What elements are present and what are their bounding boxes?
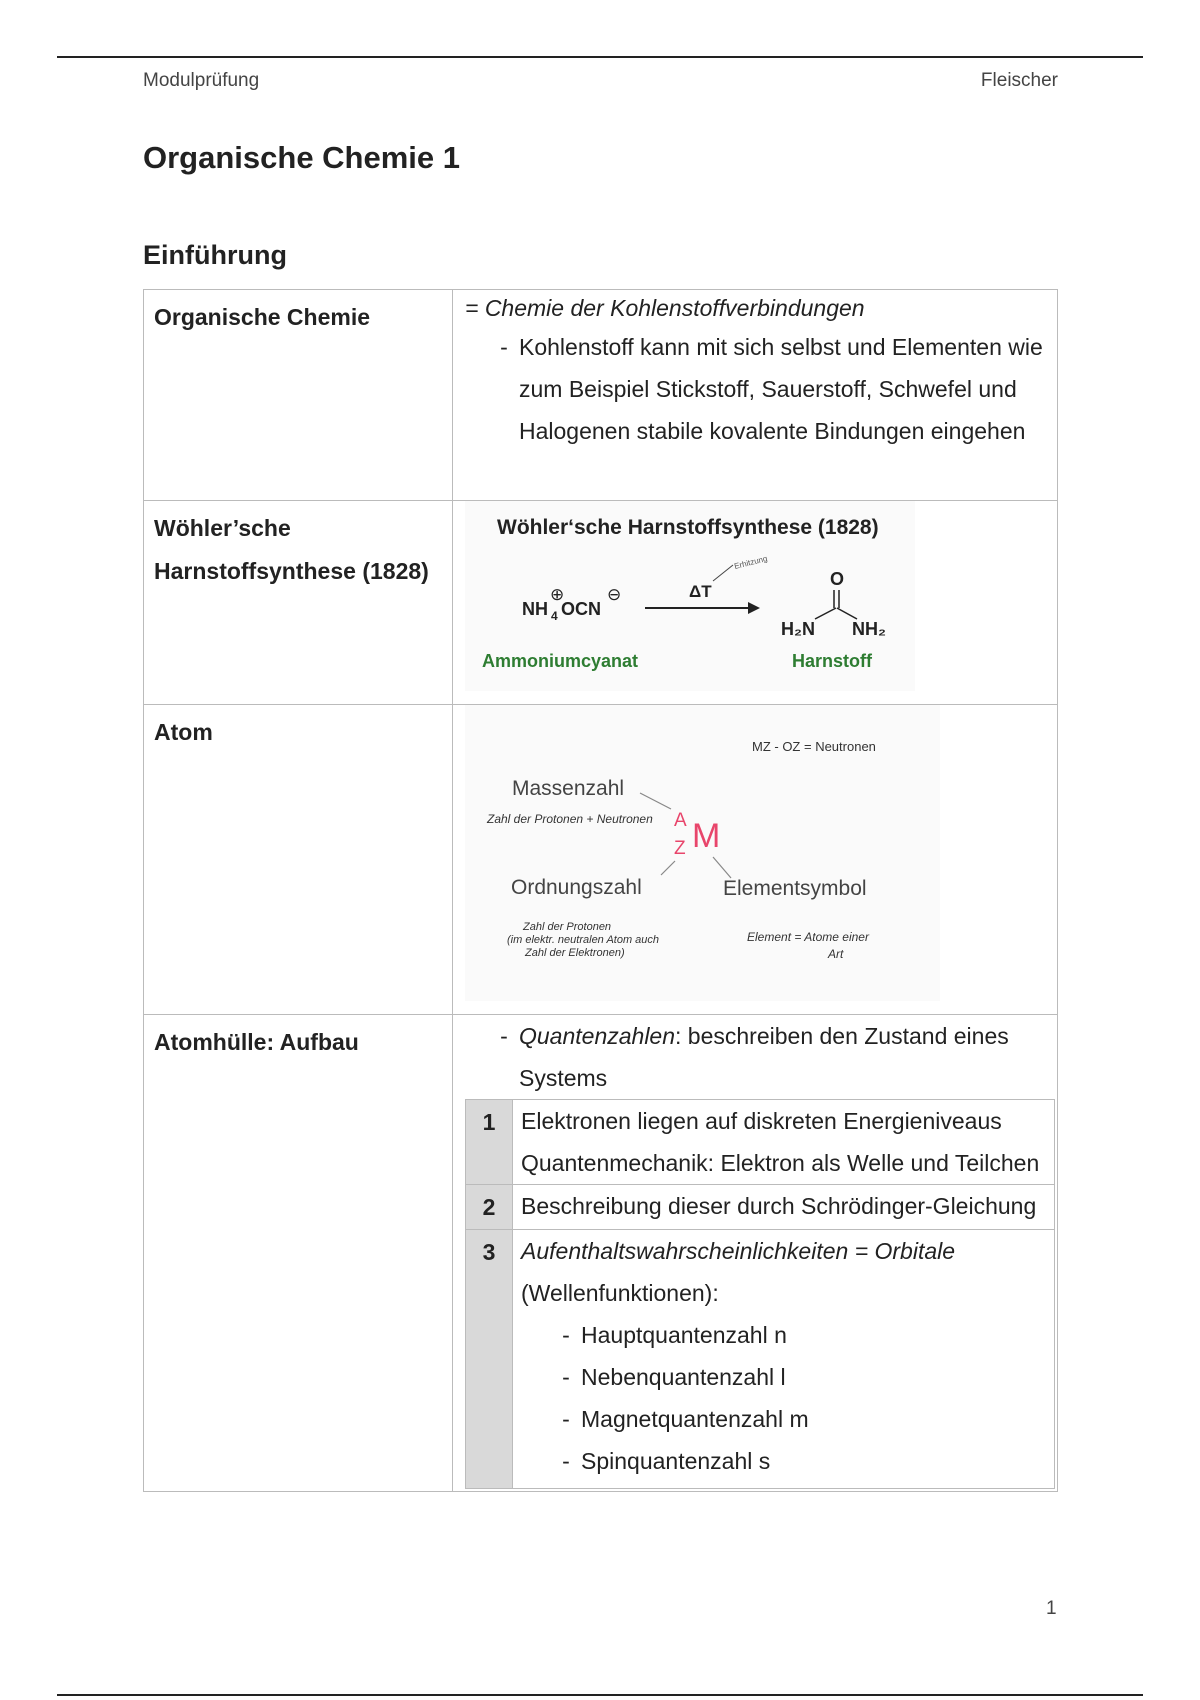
bullet-dash: - bbox=[562, 1322, 570, 1348]
label-organic: Organische Chemie bbox=[144, 290, 453, 501]
orbital-definition: Aufenthaltswahrscheinlichkeiten = Orbitale bbox=[521, 1238, 956, 1264]
order-note-3: Zahl der Elektronen) bbox=[525, 947, 625, 959]
symbol-note-1: Element = Atome einer bbox=[747, 930, 869, 944]
order-note-2: (im elektr. neutralen Atom auch bbox=[507, 934, 660, 946]
plus-charge: ⊕ bbox=[550, 585, 565, 604]
list-item: - Hauptquantenzahl n bbox=[521, 1314, 1046, 1356]
point-text bbox=[513, 1230, 1055, 1489]
content-table bbox=[143, 289, 1058, 1492]
organic-bullet: - Kohlenstoff kann mit sich selbst und Elementen wie zum Beispiel Stickstoff, Sauerstoff, Schwefel und Halogenen stabile kovalente Bindungen eingehen bbox=[489, 326, 1047, 452]
mass-number-sup: A bbox=[674, 810, 687, 831]
points-table bbox=[465, 1099, 1055, 1489]
product-name: Harnstoff bbox=[792, 651, 872, 671]
bottom-rule bbox=[57, 1694, 1143, 1696]
reactant-subscript: 4 bbox=[551, 609, 558, 623]
row-woehler bbox=[144, 501, 1058, 705]
point-text: Beschreibung dieser durch Schrödinger-Gleichung bbox=[513, 1185, 1055, 1230]
label-atom: Atom bbox=[144, 705, 453, 1015]
element-symbol: M bbox=[692, 817, 721, 855]
arrowhead bbox=[748, 602, 760, 614]
minus-charge: ⊖ bbox=[607, 585, 622, 604]
quantum-description: : beschreiben den Zustand eines Systems bbox=[519, 1023, 1009, 1091]
condition: ΔT bbox=[689, 582, 712, 601]
organic-definition: = Chemie der Kohlenstoffverbindungen bbox=[465, 295, 865, 321]
symbol-note-2: Art bbox=[828, 947, 844, 961]
quantum-number-list bbox=[521, 1314, 1046, 1482]
point-row bbox=[466, 1185, 1055, 1230]
bullet-dash: - bbox=[500, 334, 508, 360]
point-row bbox=[466, 1230, 1055, 1489]
bullet-dash: - bbox=[562, 1406, 570, 1432]
bullet-dash: - bbox=[500, 1023, 508, 1049]
row-atom bbox=[144, 705, 1058, 1015]
list-item: - Spinquantenzahl s bbox=[521, 1440, 1046, 1482]
content-atom bbox=[453, 705, 1058, 1015]
neutron-note: MZ - OZ = Neutronen bbox=[752, 739, 876, 754]
content-shell bbox=[453, 1015, 1058, 1492]
atom-notation-figure bbox=[465, 705, 940, 1001]
label-woehler: Wöhler’sche Harnstoffsynthese (1828) bbox=[144, 501, 453, 705]
shell-intro-bullet bbox=[489, 1015, 1047, 1099]
point-number: 2 bbox=[466, 1185, 513, 1230]
point-number: 1 bbox=[466, 1100, 513, 1185]
header-left: Modulprüfung bbox=[143, 70, 260, 91]
reactant-name: Ammoniumcyanat bbox=[482, 651, 639, 671]
reactant-nh: NH bbox=[522, 599, 548, 619]
page-title: Organische Chemie 1 bbox=[143, 140, 461, 175]
woehler-synthesis-figure bbox=[465, 501, 915, 691]
mass-line bbox=[640, 793, 671, 809]
header-right: Fleischer bbox=[980, 70, 1058, 91]
list-item: - Nebenquantenzahl l bbox=[521, 1356, 1046, 1398]
reactant-ocn: OCN bbox=[561, 599, 601, 619]
atomic-number-sub: Z bbox=[674, 838, 686, 859]
product-o: O bbox=[830, 569, 845, 589]
point-text: Elektronen liegen auf diskreten Energieniveaus Quantenmechanik: Elektron als Welle und Teilchen bbox=[513, 1100, 1055, 1185]
mass-note: Zahl der Protonen + Neutronen bbox=[487, 812, 653, 826]
label-shell: Atomhülle: Aufbau bbox=[144, 1015, 453, 1492]
top-rule bbox=[57, 56, 1143, 58]
row-organic bbox=[144, 290, 1058, 501]
product-h2n: H₂N bbox=[781, 619, 815, 639]
mass-label: Massenzahl bbox=[512, 777, 625, 800]
quantum-term: Quantenzahlen bbox=[519, 1023, 676, 1049]
order-note-1: Zahl der Protonen bbox=[523, 921, 612, 933]
product-nh2: NH₂ bbox=[852, 619, 886, 639]
condition-note: Erhitzung bbox=[733, 554, 769, 571]
bullet-dash: - bbox=[562, 1364, 570, 1390]
symbol-label: Elementsymbol bbox=[723, 877, 867, 900]
section-heading: Einführung bbox=[143, 240, 287, 270]
order-line bbox=[661, 861, 675, 875]
figure-title: Wöhler‘sche Harnstoffsynthese (1828) bbox=[497, 516, 879, 539]
symbol-line bbox=[713, 857, 731, 878]
bond-left bbox=[815, 608, 836, 619]
point-number: 3 bbox=[466, 1230, 513, 1489]
point-row bbox=[466, 1100, 1055, 1185]
bond-right bbox=[837, 608, 857, 619]
bullet-dash: - bbox=[562, 1448, 570, 1474]
wavefunction-note: (Wellenfunktionen): bbox=[521, 1280, 719, 1306]
content-organic bbox=[453, 290, 1058, 501]
condition-callout bbox=[713, 565, 733, 581]
page-number: 1 bbox=[1046, 1598, 1057, 1619]
row-shell bbox=[144, 1015, 1058, 1492]
content-woehler bbox=[453, 501, 1058, 705]
list-item: - Magnetquantenzahl m bbox=[521, 1398, 1046, 1440]
order-label: Ordnungszahl bbox=[511, 876, 642, 899]
